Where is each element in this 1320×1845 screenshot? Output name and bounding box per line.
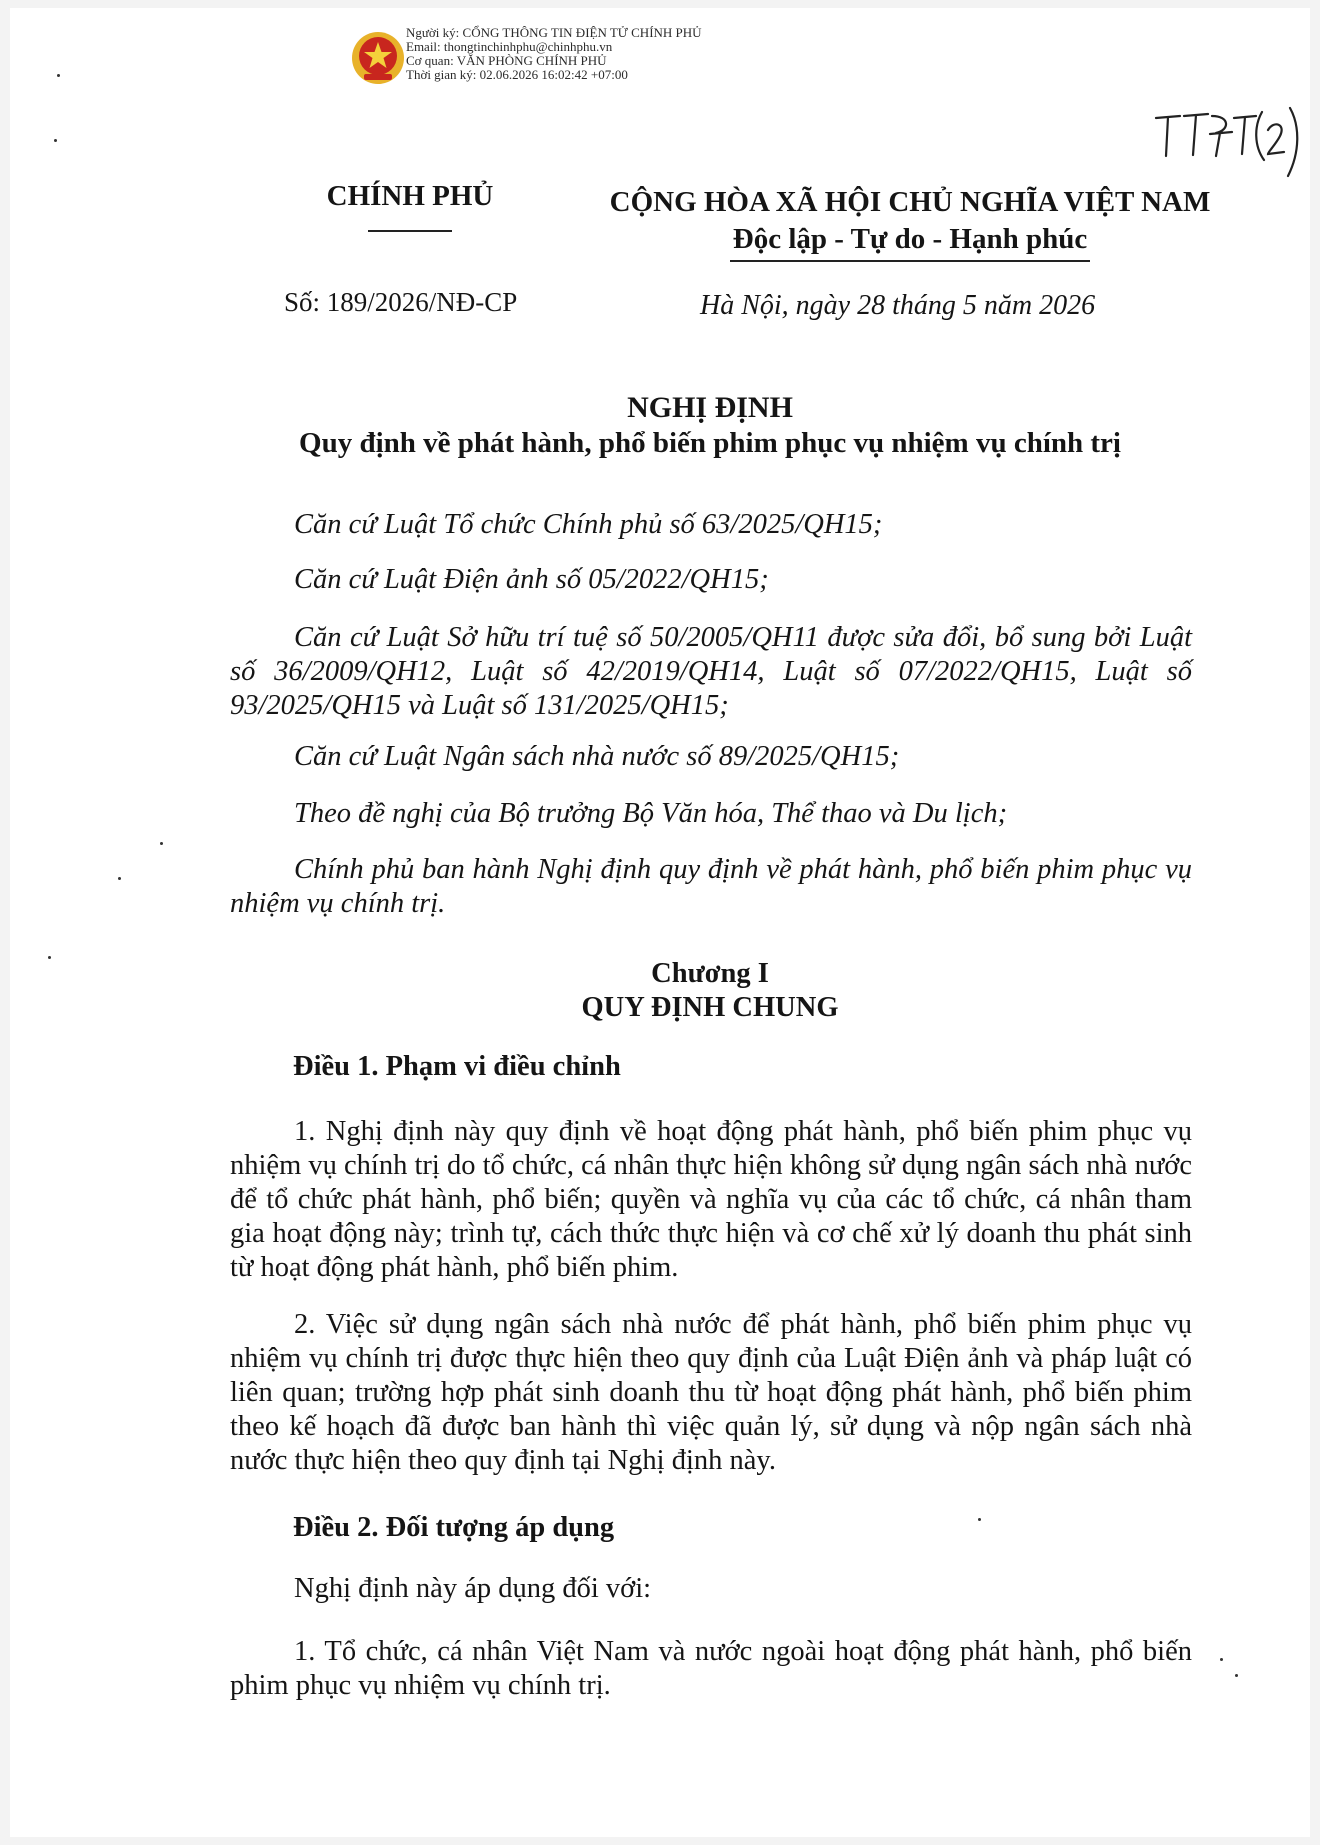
signature-time: Thời gian ký: 02.06.2026 16:02:42 +07:00 (406, 67, 628, 82)
issuing-authority: CHÍNH PHỦ (326, 180, 494, 212)
issuer-underline (368, 230, 452, 232)
nation-motto: Độc lập - Tự do - Hạnh phúc (732, 223, 1088, 255)
national-emblem-icon (350, 30, 406, 86)
nation-name: CỘNG HÒA XÃ HỘI CHỦ NGHĨA VIỆT NAM (609, 186, 1211, 218)
handwritten-note (1150, 100, 1300, 180)
preamble-basis-4: Căn cứ Luật Ngân sách nhà nước số 89/2025/QH15; (294, 741, 900, 772)
preamble-basis-2: Căn cứ Luật Điện ảnh số 05/2022/QH15; (294, 564, 769, 595)
chapter-number: Chương I (651, 958, 769, 989)
scan-speck (1220, 1658, 1223, 1661)
scan-speck (57, 74, 60, 77)
scan-speck (118, 877, 121, 880)
document-type: NGHỊ ĐỊNH (627, 391, 793, 424)
national-motto (605, 184, 1215, 258)
document-page (10, 8, 1310, 1837)
signature-email: Email: thongtinchinhphu@chinhphu.vn (406, 39, 613, 54)
place-and-date: Hà Nội, ngày 28 tháng 5 năm 2026 (700, 290, 1096, 321)
scan-speck (978, 1518, 981, 1521)
document-number: Số: 189/2026/NĐ-CP (284, 287, 518, 317)
digital-signature-info (406, 26, 702, 82)
scan-speck (54, 139, 57, 142)
article-2-clause-1: 1. Tổ chức, cá nhân Việt Nam và nước ngoài hoạt động phát hành, phổ biến phim phục vụ nhiệm vụ chính trị. (230, 1636, 1192, 1701)
signature-agency: Cơ quan: VĂN PHÒNG CHÍNH PHỦ (406, 53, 607, 68)
preamble-proposal: Theo đề nghị của Bộ trưởng Bộ Văn hóa, Thể thao và Du lịch; (294, 798, 1008, 829)
signature-signer: Người ký: CỔNG THÔNG TIN ĐIỆN TỬ CHÍNH PHỦ (406, 25, 702, 40)
article-1-clause-1: 1. Nghị định này quy định về hoạt động phát hành, phổ biến phim phục vụ nhiệm vụ chính trị do tổ chức, cá nhân thực hiện không sử dụng ngân sách nhà nước để tổ chức phát hành, phổ biến; quyền và nghĩa vụ của các tổ chức, cá nhân tham gia hoạt động này; trình tự, cách thức thực hiện và cơ chế xử lý doanh thu phát sinh từ hoạt động phát hành, phổ biến phim. (230, 1116, 1192, 1283)
scan-speck (1235, 1674, 1238, 1677)
article-1-clause-2: 2. Việc sử dụng ngân sách nhà nước để phát hành, phổ biến phim phục vụ nhiệm vụ chính trị được thực hiện theo quy định của Luật Điện ảnh và pháp luật có liên quan; trường hợp phát sinh doanh thu từ hoạt động phát hành, phổ biến phim theo kế hoạch đã được ban hành thì việc quản lý, sử dụng và nộp ngân sách nhà nước thực hiện theo quy định tại Nghị định này. (230, 1309, 1192, 1476)
chapter-title: QUY ĐỊNH CHUNG (581, 992, 839, 1023)
article-2-intro: Nghị định này áp dụng đối với: (294, 1573, 652, 1604)
scan-speck (160, 842, 163, 845)
motto-underline (730, 260, 1090, 262)
article-1-heading: Điều 1. Phạm vi điều chỉnh (293, 1051, 621, 1082)
scan-speck (48, 956, 51, 959)
article-2-heading: Điều 2. Đối tượng áp dụng (293, 1512, 615, 1543)
preamble-basis-1: Căn cứ Luật Tổ chức Chính phủ số 63/2025/QH15; (294, 509, 883, 540)
preamble-basis-3: Căn cứ Luật Sở hữu trí tuệ số 50/2005/QH11 được sửa đổi, bổ sung bởi Luật số 36/2009/QH12, Luật số 42/2019/QH14, Luật số 07/2022/QH15, Luật số 93/2025/QH15 và Luật số 131/2025/QH15; (230, 622, 1192, 721)
preamble-enactment: Chính phủ ban hành Nghị định quy định về phát hành, phổ biến phim phục vụ nhiệm vụ chính trị. (230, 854, 1192, 919)
document-subject: Quy định về phát hành, phổ biến phim phục vụ nhiệm vụ chính trị (299, 427, 1121, 459)
